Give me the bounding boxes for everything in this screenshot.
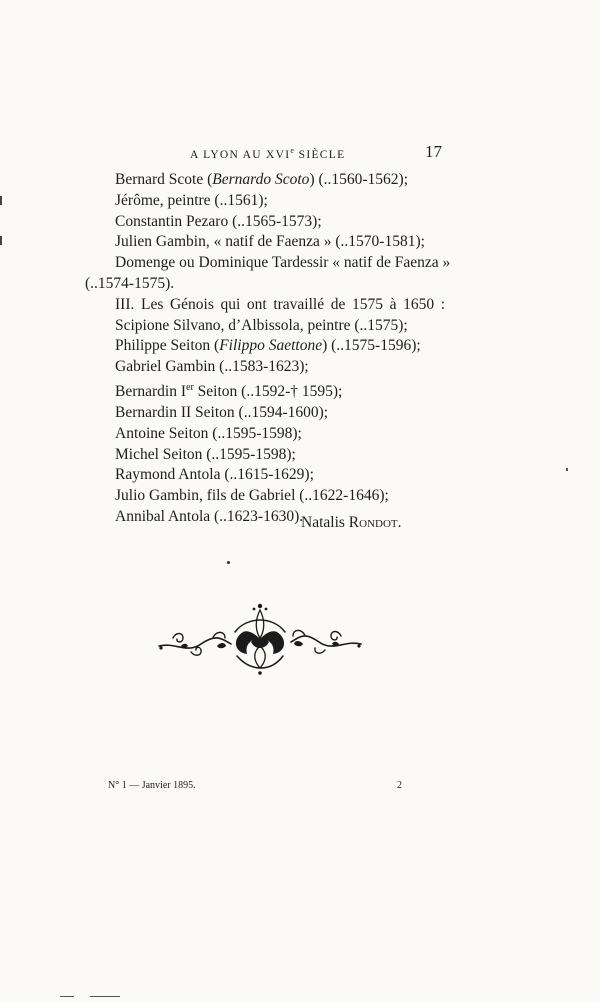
scan-speck	[90, 996, 120, 997]
text-line: Antoine Seiton (..1595-1598);	[115, 424, 302, 442]
scan-speck	[60, 996, 74, 997]
text-line	[85, 336, 445, 357]
margin-mark	[0, 196, 2, 205]
italic-name: Filippo Saettone	[219, 337, 323, 355]
text-line: Annibal Antola (..1623-1630).	[115, 507, 304, 525]
ordinal-superscript: er	[186, 381, 194, 393]
fleuron-ornament-icon	[155, 602, 365, 677]
running-head-prefix: A LYON AU XVI	[190, 148, 291, 161]
line-text: ) (..1560-1562);	[309, 171, 409, 188]
scan-speck	[566, 468, 568, 471]
author-signature	[301, 514, 402, 532]
signature-mark: 2	[397, 780, 402, 791]
text-line: (..1574-1575).	[85, 274, 175, 292]
line-text: Bernard Scote (	[115, 171, 213, 188]
page-number: 17	[425, 142, 442, 161]
text-line: Julio Gambin, fils de Gabriel (..1622-1646);	[115, 487, 389, 505]
text-line: Constantin Pezaro (..1565-1573);	[115, 212, 322, 230]
line-text: Bernardin I	[115, 383, 187, 401]
issue-footer: N° 1 — Janvier 1895.	[108, 780, 196, 791]
body-text	[85, 170, 451, 528]
text-line: Raymond Antola (..1615-1629);	[115, 466, 314, 484]
text-line	[85, 170, 445, 191]
text-line: Julien Gambin, « natif de Faenza » (..1570-1581);	[115, 233, 425, 251]
text-line: Michel Seiton (..1595-1598);	[115, 445, 296, 463]
text-line: Scipione Silvano, d’Albissola, peintre (..1575);	[115, 316, 408, 334]
line-text: Philippe Seiton (	[115, 337, 220, 355]
italic-name: Bernardo Scoto	[212, 171, 310, 188]
line-text: ) (..1575-1596);	[322, 337, 421, 355]
running-head-superscript: e	[290, 146, 295, 155]
line-text: Seiton (..1592-† 1595);	[193, 383, 343, 401]
margin-mark	[0, 236, 2, 245]
ink-dot	[227, 561, 230, 564]
author-first-name: Natalis	[301, 514, 349, 531]
text-line: Domenge ou Dominique Tardessir « natif de Faenza »	[115, 254, 451, 272]
text-line: Jérôme, peintre (..1561);	[115, 191, 268, 209]
author-last-name: Rondot.	[348, 514, 402, 531]
running-head-suffix: SIÈCLE	[294, 148, 346, 161]
text-line: Gabriel Gambin (..1583-1623);	[115, 358, 309, 376]
text-line	[85, 378, 445, 403]
running-head	[190, 146, 345, 161]
section-heading-line: III. Les Génois qui ont travaillé de 1575 à 1650 :	[115, 295, 445, 313]
text-line: Bernardin II Seiton (..1594-1600);	[115, 403, 329, 421]
